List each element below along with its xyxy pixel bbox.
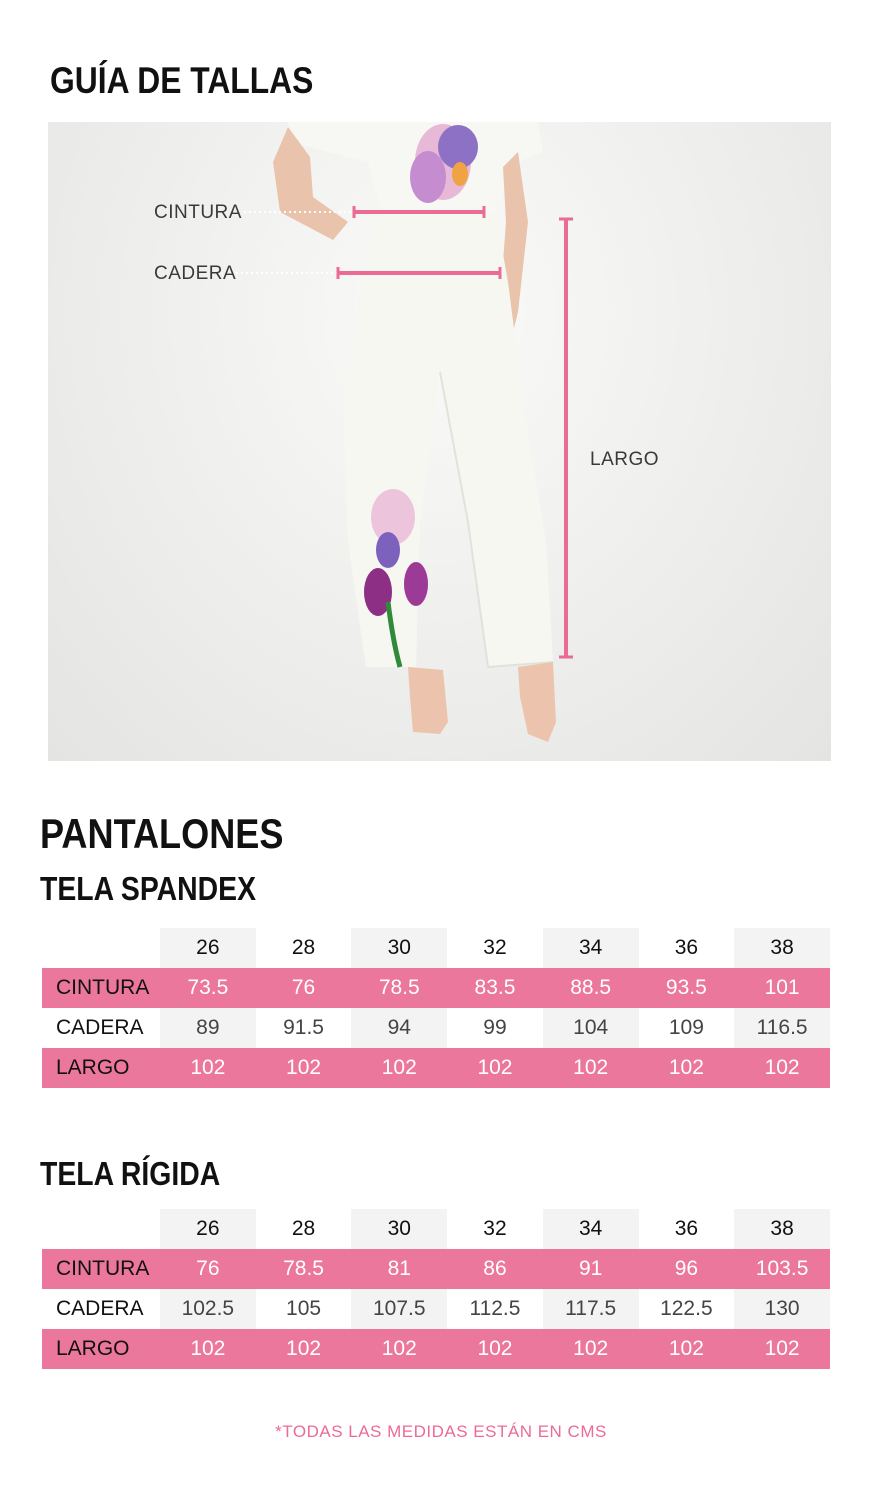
size-header: 26 [160, 928, 256, 968]
size-table-rigida [42, 1209, 830, 1369]
table-cell: 76 [160, 1249, 256, 1289]
table-cell: 73.5 [160, 968, 256, 1008]
table-row [42, 1329, 830, 1369]
size-header: 32 [447, 928, 543, 968]
table-row [42, 1289, 830, 1329]
size-header: 28 [256, 928, 352, 968]
table-cell: 102 [256, 1329, 352, 1369]
row-label: LARGO [42, 1048, 160, 1088]
row-label: CADERA [42, 1289, 160, 1329]
hip-label: CADERA [154, 263, 237, 284]
table-cell: 104 [543, 1008, 639, 1048]
table-cell: 99 [447, 1008, 543, 1048]
row-label: LARGO [42, 1329, 160, 1369]
table-row [42, 1008, 830, 1048]
table-cell: 91.5 [256, 1008, 352, 1048]
table-header-row [42, 928, 830, 968]
header-blank-cell [42, 1209, 160, 1249]
table-cell: 102 [734, 1329, 830, 1369]
table-cell: 102 [639, 1329, 735, 1369]
table-cell: 102 [639, 1048, 735, 1088]
table-cell: 101 [734, 968, 830, 1008]
table-cell: 102 [447, 1048, 543, 1088]
size-header: 38 [734, 1209, 830, 1249]
waist-label: CINTURA [154, 202, 242, 223]
table-cell: 102 [160, 1329, 256, 1369]
section-title: PANTALONES [40, 810, 284, 857]
table-cell: 122.5 [639, 1289, 735, 1329]
table-cell: 94 [351, 1008, 447, 1048]
size-header: 32 [447, 1209, 543, 1249]
header-blank-cell [42, 928, 160, 968]
model-photo [48, 122, 831, 761]
table-cell: 102 [734, 1048, 830, 1088]
size-header: 36 [639, 1209, 735, 1249]
size-header: 30 [351, 1209, 447, 1249]
size-header: 34 [543, 1209, 639, 1249]
table-cell: 116.5 [734, 1008, 830, 1048]
table-cell: 78.5 [256, 1249, 352, 1289]
table-cell: 88.5 [543, 968, 639, 1008]
row-label: CADERA [42, 1008, 160, 1048]
table-cell: 102 [543, 1048, 639, 1088]
length-measure-line [559, 219, 573, 657]
table-header-row [42, 1209, 830, 1249]
size-header: 38 [734, 928, 830, 968]
table-row [42, 968, 830, 1008]
table-cell: 117.5 [543, 1289, 639, 1329]
row-label: CINTURA [42, 1249, 160, 1289]
table-cell: 102 [256, 1048, 352, 1088]
size-header: 34 [543, 928, 639, 968]
footnote: *TODAS LAS MEDIDAS ESTÁN EN CMS [275, 1422, 607, 1441]
table-row [42, 1048, 830, 1088]
table-cell: 89 [160, 1008, 256, 1048]
table-cell: 112.5 [447, 1289, 543, 1329]
table-title-rigida: TELA RÍGIDA [40, 1155, 221, 1192]
table-cell: 102 [160, 1048, 256, 1088]
table-cell: 76 [256, 968, 352, 1008]
table-cell: 103.5 [734, 1249, 830, 1289]
table-cell: 78.5 [351, 968, 447, 1008]
length-label: LARGO [590, 449, 660, 470]
table-row [42, 1249, 830, 1289]
table-title-spandex: TELA SPANDEX [40, 870, 257, 907]
table-cell: 109 [639, 1008, 735, 1048]
row-label: CINTURA [42, 968, 160, 1008]
size-header: 36 [639, 928, 735, 968]
size-header: 28 [256, 1209, 352, 1249]
table-cell: 102.5 [160, 1289, 256, 1329]
table-cell: 86 [447, 1249, 543, 1289]
table-cell: 130 [734, 1289, 830, 1329]
table-cell: 102 [351, 1329, 447, 1369]
table-cell: 102 [351, 1048, 447, 1088]
size-header: 26 [160, 1209, 256, 1249]
size-table-spandex [42, 928, 830, 1088]
size-header: 30 [351, 928, 447, 968]
table-cell: 83.5 [447, 968, 543, 1008]
page-title: GUÍA DE TALLAS [50, 60, 314, 101]
table-cell: 102 [543, 1329, 639, 1369]
table-cell: 96 [639, 1249, 735, 1289]
table-cell: 107.5 [351, 1289, 447, 1329]
table-cell: 93.5 [639, 968, 735, 1008]
table-cell: 91 [543, 1249, 639, 1289]
table-cell: 102 [447, 1329, 543, 1369]
table-cell: 105 [256, 1289, 352, 1329]
table-cell: 81 [351, 1249, 447, 1289]
